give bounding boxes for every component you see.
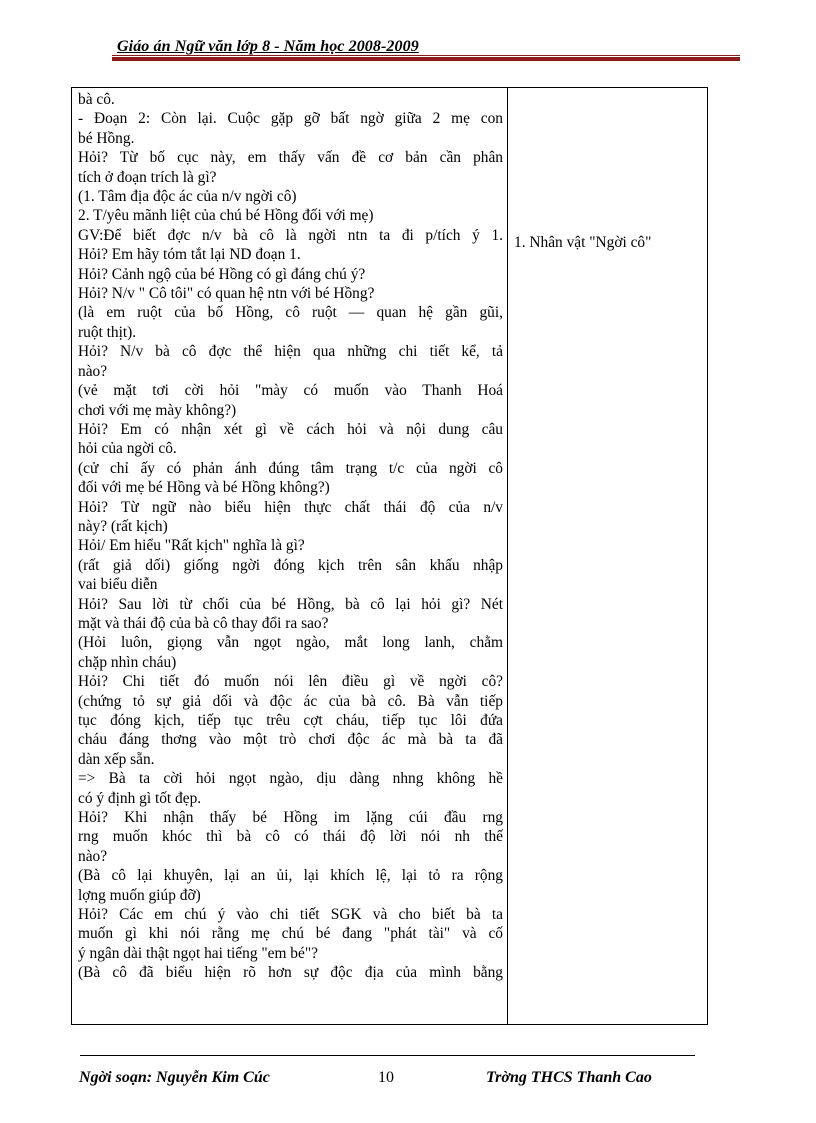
activities-column	[72, 88, 508, 1025]
activities-text	[72, 88, 507, 983]
text-line: Hỏi? Em có nhận xét gì về cách hỏi và nội dung câu	[78, 420, 503, 438]
text-line: Hỏi? Cảnh ngộ của bé Hồng có gì đáng chú ý?	[78, 265, 366, 283]
text-line: (vẻ mặt tơi cời hỏi "mày có muốn vào Thanh Hoá	[78, 382, 503, 400]
text-line: - Đoạn 2: Còn lại. Cuộc gặp gỡ bất ngờ giữa 2 mẹ con	[78, 110, 503, 128]
table-row	[72, 88, 708, 1025]
text-line: ruột thịt).	[78, 323, 137, 341]
text-line: Hỏi? Từ ngữ nào biểu hiện thực chất thái độ của n/v	[78, 498, 503, 516]
text-line: Hỏi? Khi nhận thấy bé Hồng im lặng cúi đầu rng	[78, 809, 503, 827]
text-line: (chứng tỏ sự giả dối và độc ác của bà cô. Bà vẫn tiếp	[78, 692, 503, 710]
text-line: Hỏi? Chi tiết đó muốn nói lên điều gì về ngời cô?	[78, 673, 503, 691]
page-header-title: Giáo án Ngữ văn lớp 8 - Năm học 2008-2009	[117, 38, 419, 55]
content-column	[508, 88, 708, 1025]
text-line: (Hỏi luôn, giọng vẫn ngọt ngào, mắt long lanh, chằm	[78, 634, 503, 652]
header-rule-thin	[112, 55, 740, 56]
text-line: (là em ruột của bố Hồng, cô ruột — quan hệ gần gũi,	[78, 304, 503, 322]
text-line: Hỏi? Sau lời từ chối của bé Hồng, bà cô lại hỏi gì? Nét	[78, 595, 503, 613]
text-line: Hỏi? N/v " Cô tôi" có quan hệ ntn với bé Hồng?	[78, 285, 375, 303]
text-line: Hỏi? Các em chú ý vào chi tiết SGK và cho biết bà ta	[78, 906, 503, 924]
text-line: (Bà cô đã biểu hiện rõ hơn sự độc địa của mình bằng	[78, 964, 503, 982]
text-line: tích ở đoạn trích là gì?	[78, 168, 217, 186]
text-line: bé Hồng.	[78, 129, 135, 147]
text-line: mặt và thái độ của bà cô thay đổi ra sao?	[78, 614, 329, 632]
page-number: 10	[378, 1069, 394, 1086]
text-line: (rất giả dối) giống ngời đóng kịch trên sân khấu nhập	[78, 556, 503, 574]
text-line: chặp nhìn cháu)	[78, 653, 177, 671]
text-line: GV:Để biết đợc n/v bà cô là ngời ntn ta đi p/tích ý 1.	[78, 226, 503, 244]
text-line: đối với mẹ bé Hồng và bé Hồng không?)	[78, 479, 330, 497]
text-line: Hỏi? Từ bố cục này, em thấy vấn đề cơ bản cần phân	[78, 149, 503, 167]
text-line: (1. Tâm địa độc ác của n/v ngời cô)	[78, 188, 297, 206]
lesson-table	[71, 87, 708, 1025]
text-line: nào?	[78, 362, 108, 380]
header-rule	[112, 57, 740, 61]
text-line: muốn gì khi nói rằng mẹ chú bé đang "phát tài" và cố	[78, 925, 503, 943]
text-line: lợng muốn giúp đỡ)	[78, 886, 201, 904]
text-line: tục đóng kịch, tiếp tục trêu cợt cháu, tiếp tục lôi đứa	[78, 712, 503, 729]
text-line: ý ngân dài thật ngọt hai tiếng "em bé"?	[78, 944, 318, 962]
text-line: bà cô.	[78, 91, 115, 108]
content-heading: 1. Nhân vật "Ngời cô"	[514, 234, 652, 251]
text-line: 2. T/yêu mãnh liệt của chú bé Hồng đối với mẹ)	[78, 207, 374, 225]
footer-author: Ngời soạn: Nguyễn Kim Cúc	[79, 1069, 270, 1086]
text-line: cháu đáng thơng vào một trò chơi độc ác mà bà ta đã	[78, 731, 503, 749]
text-line: chơi với mẹ mày không?)	[78, 401, 237, 419]
text-line: rng muốn khóc thì bà cô có thái độ lời nói nh thế	[78, 828, 503, 846]
text-line: này? (rất kịch)	[78, 517, 168, 535]
text-line: hỏi của ngời cô.	[78, 440, 177, 458]
text-line: (Bà cô lại khuyên, lại an ủi, lại khích lệ, lại tỏ ra rộng	[78, 867, 503, 885]
footer-rule	[80, 1055, 695, 1056]
text-line: Hỏi/ Em hiểu "Rất kịch" nghĩa là gì?	[78, 537, 305, 555]
text-line: => Bà ta cời hỏi ngọt ngào, dịu dàng nhng không hề	[78, 770, 503, 788]
text-line: Hỏi? Em hãy tóm tắt lại ND đoạn 1.	[78, 246, 301, 264]
text-line: dàn xếp sẵn.	[78, 750, 155, 768]
footer-school: Trờng THCS Thanh Cao	[486, 1069, 652, 1086]
text-line: Hỏi? N/v bà cô đợc thể hiện qua những chi tiết kể, tả	[78, 343, 503, 361]
text-line: nào?	[78, 847, 108, 865]
text-line: (cử chỉ ấy có phản ánh đúng tâm trạng t/c của ngời cô	[78, 459, 503, 477]
text-line: có ý định gì tốt đẹp.	[78, 789, 202, 807]
text-line: vai biểu diễn	[78, 576, 158, 594]
